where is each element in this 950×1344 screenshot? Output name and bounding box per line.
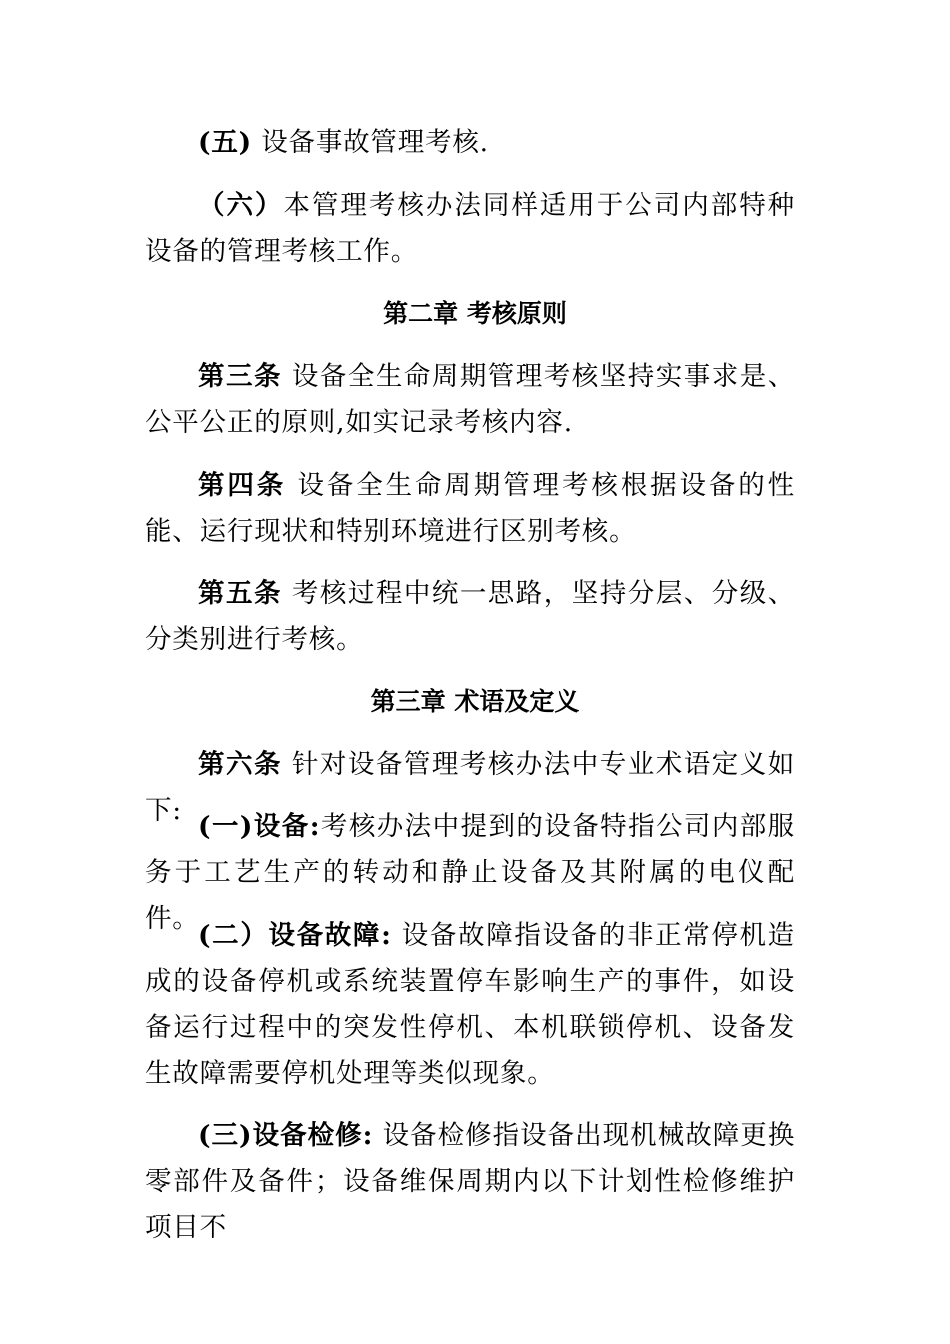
definition-label: (三)设备检修: [198,1120,374,1151]
article-text: 设备全生命周期管理考核坚持实事求是、公平公正的原则,如实记录考核内容. [145,361,795,438]
article-3-paragraph [145,354,795,446]
clause-6-paragraph [145,183,795,275]
definition-label: (一)设备: [198,811,321,842]
clause-5-paragraph [145,120,795,166]
article-label: 第五条 [198,578,282,609]
article-label: 第三条 [198,361,282,392]
definition-text: 设备故障指设备的非正常停机造成的设备停机或系统装置停车影响生产的事件，如设备运行过程中的突发性停机、本机联锁停机、设备发生故障需要停机处理等类似现象。 [145,920,795,1089]
article-text: 设备全生命周期管理考核根据设备的性能、运行现状和特别环境进行区别考核。 [145,470,795,547]
definition-text: 设备检修指设备出现机械故障更换零部件及备件；设备维保周期内以下计划性检修维护项目不 [145,1120,796,1243]
definition-maintenance-paragraph [145,1113,795,1251]
definition-text: 考核办法中提到的设备特指公司内部服务于工艺生产的转动和静止设备及其附属的电仪配件。 [145,811,795,934]
clause-text: 设备事故管理考核. [261,127,489,158]
article-5-paragraph [145,571,795,663]
definition-failure-paragraph [145,913,795,1097]
article-text: 考核过程中统一思路，坚持分层、分级、分类别进行考核。 [145,578,795,655]
article-label: 第六条 [198,749,282,780]
article-4-paragraph [145,463,795,555]
clause-text: 本管理考核办法同样适用于公司内部特种设备的管理考核工作。 [145,190,795,267]
definition-label: (二）设备故障: [198,920,392,951]
article-text: 针对设备管理考核办法中专业术语定义如下: [145,749,795,826]
chapter-3-heading: 第三章 术语及定义 [370,687,580,716]
clause-label: (五) [198,127,252,158]
clause-label: （六） [198,190,284,221]
article-label: 第四条 [198,470,287,501]
chapter-2-heading: 第二章 考核原则 [383,299,567,328]
